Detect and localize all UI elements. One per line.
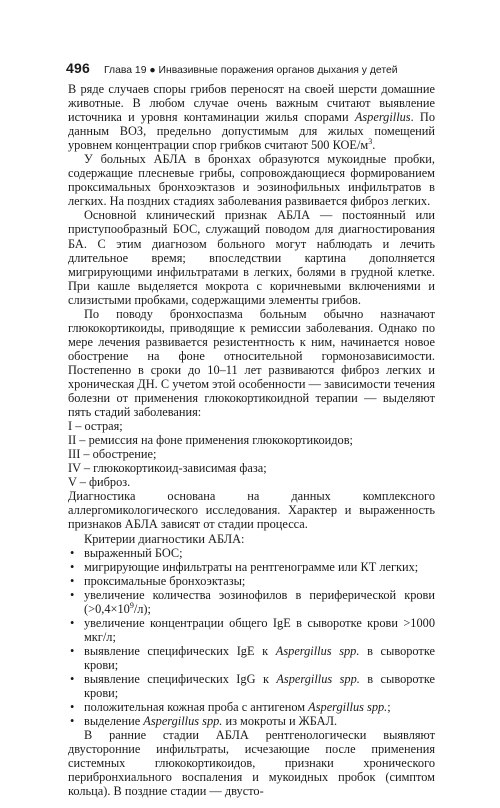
- bullet-icon: •: [70, 714, 75, 729]
- stage-item: III – обострение;: [68, 447, 157, 462]
- criteria-text: увеличение концентрации общего IgE в сыворотке крови >1000 мкг/л;: [84, 615, 435, 644]
- criteria-text: выраженный БОС;: [84, 545, 183, 560]
- criteria-text: положительная кожная проба с антигеном: [84, 700, 309, 715]
- p1-text-a: В ряде случаев споры грибов переносят на своей шерсти домашние животные. В любом случае очень важным считают выявление источника и уровня контаминации жилья спорами: [68, 82, 435, 125]
- stage-item: II – ремиссия на фоне применения глюкокортикоидов;: [68, 433, 353, 448]
- paragraph-7: В ранние стадии АБЛА рентгенологически выявляют двусторонние инфильтраты, исчезающие после применения системных глюкокортикоидов, признаки хронического перибронхиального воспаления и мукоидных пробок (симптом кольца). В поздние стадии — двусто-: [68, 728, 435, 799]
- criteria-heading: Критерии диагностики АБЛА:: [84, 531, 245, 546]
- criteria-text: выделение: [84, 714, 144, 729]
- bullet-icon: •: [70, 545, 75, 560]
- stage-item: V – фиброз.: [68, 475, 131, 490]
- criteria-text: выявление специфических IgE к: [84, 643, 276, 658]
- criteria-genus-italic: Aspergillus spp.: [143, 714, 223, 729]
- bullet-icon: •: [70, 587, 75, 602]
- bullet-icon: •: [70, 573, 75, 588]
- criteria-genus-italic: Aspergillus spp.: [275, 643, 360, 658]
- running-head: Глава 19 ● Инвазивные поражения органов дыхания у детей: [103, 65, 398, 76]
- criteria-genus-italic: Aspergillus spp.: [308, 700, 388, 715]
- stages-list: [68, 419, 435, 489]
- body-text: [68, 82, 435, 798]
- criteria-item: [68, 714, 435, 728]
- criteria-text: мигрирующие инфильтраты на рентгенограмме или КТ легких;: [84, 559, 419, 574]
- criteria-item: [68, 574, 435, 588]
- p1-text-d: .: [372, 138, 376, 153]
- criteria-text: ;: [387, 700, 391, 715]
- criteria-text: в сыворотке крови;: [84, 671, 435, 701]
- bullet-icon: •: [70, 643, 75, 658]
- paragraph-4: По поводу бронхоспазма больным обычно назначают глюкокортикоиды, приводящие к ремиссии заболевания. Однако по мере лечения развивается резистентность к ним, начинается новое обострение на фоне относительной гормонозависимости. Постепенно в сроки до 10–11 лет развиваются фиброз легких и хроническая ДН. С учетом этой особенности — зависимости течения болезни от применения глюкокортикоидной терапии — выделяют пять стадий заболевания:: [68, 306, 435, 420]
- criteria-text: из мокроты и ЖБАЛ.: [222, 714, 338, 729]
- bullet-icon: •: [70, 671, 75, 686]
- paragraph-1: [68, 82, 435, 152]
- paragraph-3: Основной клинический признак АБЛА — постоянный или приступообразный БОС, служащий поводом для диагностирования БА. С этим диагнозом больного могут наблюдать и лечить длительное время; впоследствии картина дополняется мигрирующими инфильтратами в легких, болями в грудной клетке. При кашле выделяется мокрота с коричневыми включениями и слизистыми пробками, содержащими элементы грибов.: [68, 208, 435, 307]
- p1-text-c: . По данным ВОЗ, предельно допустимым для жилых помещений уровнем концентрации спор грибков считают 500 КОЕ/м: [68, 110, 435, 153]
- page-header: [66, 60, 436, 76]
- criteria-item: [68, 546, 435, 560]
- criteria-item: [68, 560, 435, 574]
- criteria-genus-italic: Aspergillus spp.: [276, 671, 360, 686]
- criteria-text: выявление специфических IgG к: [84, 671, 277, 686]
- bullet-icon: •: [70, 559, 75, 574]
- stage-item: IV – глюкокортикоид-зависимая фаза;: [68, 461, 267, 476]
- criteria-superscript: 9: [129, 600, 134, 610]
- p1-genus-italic: Aspergillus: [354, 110, 411, 125]
- criteria-item: [68, 672, 435, 700]
- paragraph-2: У больных АБЛА в бронхах образуются мукоидные пробки, содержащие плесневые грибы, сопровождающиеся формированием проксимальных бронхоэктазов и эозинофильных инфильтратов в легких. На поздних стадиях заболевания развивается фиброз легких.: [68, 152, 435, 209]
- bullet-icon: •: [70, 615, 75, 630]
- criteria-text: /л);: [133, 601, 151, 616]
- criteria-item: [68, 588, 435, 616]
- criteria-text: проксимальные бронхоэктазы;: [84, 573, 246, 588]
- stage-item: I – острая;: [68, 419, 123, 434]
- paragraph-5: Диагностика основана на данных комплексного аллергомикологического исследования. Характер и выраженность признаков АБЛА зависят от стадии процесса.: [68, 489, 435, 532]
- criteria-item: [68, 616, 435, 644]
- criteria-text: в сыворотке крови;: [84, 643, 435, 672]
- criteria-list: [68, 546, 435, 729]
- criteria-item: [68, 644, 435, 672]
- bullet-icon: •: [70, 700, 75, 715]
- p1-superscript: 3: [368, 137, 373, 147]
- criteria-text: увеличение количества эозинофилов в периферической крови (>0,4×10: [84, 587, 435, 616]
- page-number: 496: [66, 60, 90, 76]
- criteria-item: [68, 700, 435, 714]
